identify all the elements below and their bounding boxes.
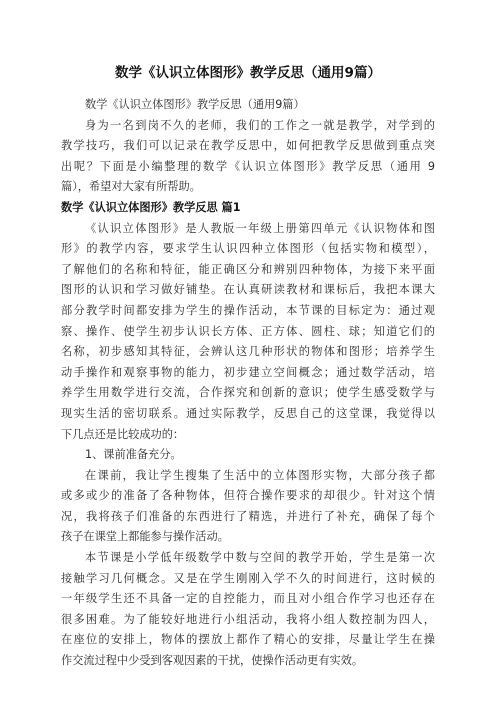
text-line: 形》的教学内容，要求学生认识四种立体图形（包括实物和模型），	[61, 242, 435, 256]
text-line: 接触学习几何概念。又是在学生刚刚入学不久的时间进行，这时候的	[61, 571, 435, 585]
text-line: 名称，初步感知其特征，会辨认这几种形状的物体和图形；培养学生	[61, 345, 435, 359]
text-line: 出呢？下面是小编整理的数学《认识立体图形》教学反思（通用 9	[61, 159, 435, 173]
text-line: 本节课是小学低年级数学中数与空间的教学开始，学生是第一次	[85, 551, 435, 565]
document-title: 数学《认识立体图形》教学反思（通用9篇）	[115, 65, 381, 81]
text-line: 孩子在课堂上都能参与操作活动。	[61, 530, 229, 544]
text-line: 身为一名到岗不久的老师，我们的工作之一就是教学，对学到的	[85, 118, 435, 132]
text-line: 在座位的安排上，物体的摆放上都作了精心的安排，尽量让学生在操	[61, 633, 435, 647]
text-line: 下几点还是比较成功的：	[61, 427, 185, 441]
text-line: 图形的认识和学习做好铺垫。在认真研读教材和课标后，我把本课大	[61, 283, 435, 297]
text-line: 况，我将孩子们准备的东西进行了精选，并进行了补充，确保了每个	[61, 509, 435, 523]
section-heading: 数学《认识立体图形》教学反思 篇1	[61, 200, 241, 214]
text-line: 作交流过程中少受到客观因素的干扰，使操作活动更有实效。	[61, 654, 364, 668]
text-line: 一年级学生还不具备一定的自控能力，而且对小组合作学习也还存在	[61, 592, 435, 606]
text-line: 部分教学时间都安排为学生的操作活动，本节课的目标定为：通过观	[61, 303, 435, 317]
text-line: 察、操作、使学生初步认识长方体、正方体、圆柱、球；知道它们的	[61, 324, 435, 338]
text-line: 1、课前准备充分。	[85, 448, 182, 462]
text-line: 或多或少的准备了各种物体，但符合操作要求的却很少。针对这个情	[61, 489, 435, 503]
text-line: 现实生活的密切联系。通过实际教学，反思自己的这堂课，我觉得以	[61, 406, 435, 420]
text-line: 动手操作和观察事物的能力，初步建立空间概念；通过数学活动，培	[61, 365, 435, 379]
text-line: 数学《认识立体图形》教学反思（通用9篇）	[85, 98, 305, 111]
text-line: 教学技巧，我们可以记录在教学反思中，如何把教学反思做到重点突	[61, 139, 435, 153]
text-line: 了解他们的名称和特征，能正确区分和辨别四种物体，为接下来平面	[61, 262, 435, 276]
document-body	[61, 95, 435, 672]
text-line: 很多困难。为了能较好地进行小组活动，我将小组人数控制为四人，	[61, 612, 435, 626]
text-line: 养学生用数学进行交流，合作探究和创新的意识；使学生感受数学与	[61, 386, 435, 400]
text-line: 篇），希望对大家有所帮助。	[61, 180, 201, 194]
text-line: 《认识立体图形》是人教版一年级上册第四单元《认识物体和图	[85, 221, 435, 235]
text-line: 在课前，我让学生搜集了生活中的立体图形实物，大部分孩子都	[85, 468, 435, 482]
